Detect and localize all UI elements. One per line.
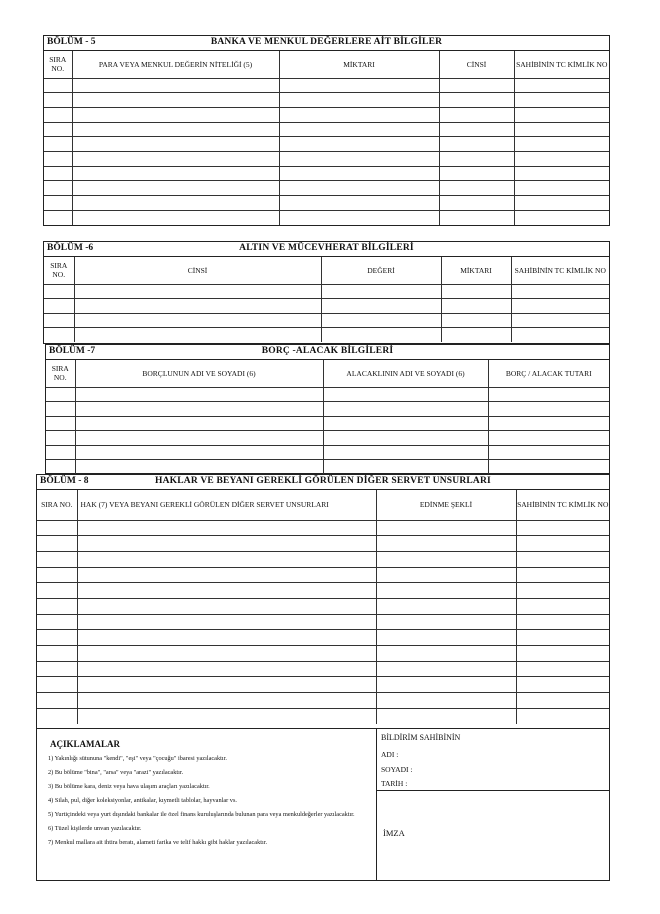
table-cell[interactable] [72, 151, 279, 166]
table-cell[interactable] [376, 693, 516, 709]
table-row [44, 210, 609, 225]
section-title: BANKA VE MENKUL DEĞERLERE AİT BİLGİLER [210, 37, 443, 47]
explanations-panel [37, 728, 377, 880]
section-code: BÖLÜM - 5 [47, 37, 96, 47]
table-cell[interactable] [37, 614, 77, 630]
table-cell[interactable] [77, 708, 376, 724]
col-header: MİKTARI [279, 51, 439, 78]
table-cell[interactable] [44, 151, 72, 166]
table-cell[interactable] [44, 122, 72, 137]
table-row [37, 661, 609, 677]
col-header: SIRA NO. [46, 360, 75, 387]
col-header: BORÇLUNUN ADI VE SOYADI (6) [75, 360, 323, 387]
explanation-item: 5) Yurtiçindeki veya yurt dışındaki bankalar ile özel finans kuruluşlarında bulunan para veya menkuldeğerler yazılacaktır. [48, 811, 355, 818]
section-8 [36, 474, 610, 729]
table-cell[interactable] [516, 583, 609, 599]
table-cell[interactable] [376, 567, 516, 583]
table-cell[interactable] [72, 107, 279, 122]
bank-securities-table [44, 51, 609, 225]
table-cell[interactable] [37, 567, 77, 583]
divider [376, 790, 609, 791]
explanation-item: 1) Yakınlığı sütununa "kendi", "eşi" veya "çocuğu" ibaresi yazılacaktır. [48, 755, 227, 762]
table-row [44, 181, 609, 196]
table-cell[interactable] [46, 431, 75, 446]
col-header: PARA VEYA MENKUL DEĞERİN NİTELİĞİ (5) [72, 51, 279, 78]
table-cell[interactable] [77, 646, 376, 662]
table-cell[interactable] [74, 313, 321, 328]
table-cell[interactable] [516, 520, 609, 536]
table-cell[interactable] [37, 598, 77, 614]
table-cell[interactable] [279, 137, 439, 152]
col-header: HAK (7) VEYA BEYANI GEREKLİ GÖRÜLEN DİĞER SERVET UNSURLARI [77, 490, 376, 520]
table-cell[interactable] [37, 630, 77, 646]
table-row [44, 313, 609, 328]
table-header-row [44, 51, 609, 78]
table-cell[interactable] [323, 445, 488, 460]
table-cell[interactable] [44, 210, 72, 225]
col-header: SAHİBİNİN TC KİMLİK NO [516, 490, 609, 520]
table-cell[interactable] [439, 122, 514, 137]
table-cell[interactable] [516, 567, 609, 583]
table-row [46, 416, 609, 431]
explanation-item: 7) Menkul mallara ait ihtira beratı, alameti farika ve telif hakkı gibi haklar yazılacaktır. [48, 839, 268, 846]
table-cell[interactable] [376, 583, 516, 599]
table-cell[interactable] [441, 313, 511, 328]
table-cell[interactable] [75, 387, 323, 402]
col-header: EDİNME ŞEKLİ [376, 490, 516, 520]
table-cell[interactable] [376, 520, 516, 536]
table-row [44, 284, 609, 299]
table-row [44, 166, 609, 181]
section-6 [43, 241, 610, 344]
table-row [44, 137, 609, 152]
table-cell[interactable] [46, 460, 75, 475]
col-header: ALACAKLININ ADI VE SOYADI (6) [323, 360, 488, 387]
table-row [37, 693, 609, 709]
table-row [46, 460, 609, 475]
rights-assets-table [37, 490, 609, 724]
table-row [44, 151, 609, 166]
table-cell[interactable] [44, 137, 72, 152]
table-cell[interactable] [75, 402, 323, 417]
table-cell[interactable] [439, 93, 514, 108]
table-header-row [44, 257, 609, 284]
table-cell[interactable] [323, 387, 488, 402]
table-row [46, 402, 609, 417]
table-cell[interactable] [279, 122, 439, 137]
table-cell[interactable] [376, 614, 516, 630]
table-cell[interactable] [44, 196, 72, 211]
col-header: SAHİBİNİN TC KİMLİK NO [511, 257, 609, 284]
table-cell[interactable] [72, 166, 279, 181]
table-row [37, 646, 609, 662]
table-cell[interactable] [72, 210, 279, 225]
table-cell[interactable] [75, 431, 323, 446]
table-row [37, 551, 609, 567]
table-cell[interactable] [77, 551, 376, 567]
table-row [44, 93, 609, 108]
table-cell[interactable] [279, 93, 439, 108]
section-header [37, 475, 609, 490]
table-cell[interactable] [514, 210, 609, 225]
table-cell[interactable] [516, 614, 609, 630]
footer-panel [36, 728, 610, 881]
table-cell[interactable] [46, 402, 75, 417]
table-cell[interactable] [46, 416, 75, 431]
explanations-list [48, 755, 376, 847]
table-cell[interactable] [488, 387, 609, 402]
signature-panel [376, 728, 609, 880]
table-cell[interactable] [511, 328, 609, 343]
table-cell[interactable] [376, 708, 516, 724]
table-cell[interactable] [323, 416, 488, 431]
table-cell[interactable] [75, 416, 323, 431]
table-cell[interactable] [441, 328, 511, 343]
table-cell[interactable] [44, 328, 74, 343]
table-cell[interactable] [516, 708, 609, 724]
table-cell[interactable] [77, 536, 376, 552]
table-header-row [37, 490, 609, 520]
table-cell[interactable] [439, 107, 514, 122]
table-cell[interactable] [516, 598, 609, 614]
table-cell[interactable] [488, 416, 609, 431]
table-row [37, 583, 609, 599]
table-cell[interactable] [511, 299, 609, 314]
table-row [37, 536, 609, 552]
table-cell[interactable] [516, 536, 609, 552]
table-cell[interactable] [514, 93, 609, 108]
table-cell[interactable] [37, 646, 77, 662]
surname-field[interactable]: SOYADI : [381, 765, 413, 774]
table-cell[interactable] [279, 107, 439, 122]
section-code: BÖLÜM -6 [47, 243, 94, 253]
col-header: BORÇ / ALACAK TUTARI [488, 360, 609, 387]
table-row [44, 122, 609, 137]
table-cell[interactable] [439, 137, 514, 152]
table-cell[interactable] [37, 677, 77, 693]
table-cell[interactable] [37, 708, 77, 724]
col-header: SAHİBİNİN TC KİMLİK NO [514, 51, 609, 78]
table-row [37, 630, 609, 646]
table-cell[interactable] [72, 181, 279, 196]
table-cell[interactable] [72, 122, 279, 137]
explanation-item: 3) Bu bölüme kara, deniz veya hava ulaşım araçları yazılacaktır. [48, 783, 210, 790]
table-cell[interactable] [279, 166, 439, 181]
table-cell[interactable] [321, 328, 441, 343]
table-cell[interactable] [516, 646, 609, 662]
table-cell[interactable] [376, 646, 516, 662]
table-cell[interactable] [37, 551, 77, 567]
table-cell[interactable] [72, 196, 279, 211]
table-cell[interactable] [441, 284, 511, 299]
table-cell[interactable] [77, 598, 376, 614]
table-cell[interactable] [77, 614, 376, 630]
col-header: DEĞERİ [321, 257, 441, 284]
table-cell[interactable] [514, 151, 609, 166]
table-cell[interactable] [323, 431, 488, 446]
table-cell[interactable] [514, 196, 609, 211]
section-title: BORÇ -ALACAK BİLGİLERİ [261, 346, 394, 356]
table-row [44, 299, 609, 314]
section-header [46, 345, 609, 360]
col-header: SIRA NO. [44, 51, 72, 78]
explanation-item: 6) Tüzel kişilerde unvan yazılacaktır. [48, 825, 142, 832]
table-cell[interactable] [44, 78, 72, 93]
table-cell[interactable] [516, 677, 609, 693]
table-cell[interactable] [488, 445, 609, 460]
table-cell[interactable] [323, 402, 488, 417]
section-title: HAKLAR VE BEYANI GEREKLİ GÖRÜLEN DİĞER SERVET UNSURLARI [155, 476, 491, 486]
explanation-item: 2) Bu bölüme "bina", "arsa" veya "arazi" yazılacaktır. [48, 769, 184, 776]
table-cell[interactable] [279, 181, 439, 196]
table-row [37, 567, 609, 583]
table-cell[interactable] [44, 299, 74, 314]
table-cell[interactable] [514, 181, 609, 196]
table-cell[interactable] [37, 583, 77, 599]
debt-credit-table [46, 360, 609, 474]
name-field[interactable]: ADI : [381, 750, 399, 759]
table-cell[interactable] [439, 196, 514, 211]
table-header-row [46, 360, 609, 387]
date-field[interactable]: TARİH : [381, 779, 408, 788]
table-cell[interactable] [439, 78, 514, 93]
table-row [37, 614, 609, 630]
table-cell[interactable] [376, 536, 516, 552]
table-cell[interactable] [46, 387, 75, 402]
table-cell[interactable] [77, 630, 376, 646]
explanations-title: AÇIKLAMALAR [50, 739, 121, 749]
table-cell[interactable] [514, 78, 609, 93]
table-row [37, 598, 609, 614]
table-cell[interactable] [514, 137, 609, 152]
table-cell[interactable] [439, 181, 514, 196]
table-row [46, 445, 609, 460]
section-5 [43, 35, 610, 226]
table-cell[interactable] [77, 677, 376, 693]
table-cell[interactable] [37, 693, 77, 709]
table-cell[interactable] [37, 536, 77, 552]
table-row [37, 708, 609, 724]
table-cell[interactable] [514, 166, 609, 181]
gold-jewelry-table [44, 257, 609, 342]
table-row [46, 431, 609, 446]
section-code: BÖLÜM - 8 [40, 476, 89, 486]
table-cell[interactable] [44, 166, 72, 181]
table-cell[interactable] [439, 166, 514, 181]
table-cell[interactable] [511, 284, 609, 299]
table-cell[interactable] [44, 284, 74, 299]
table-cell[interactable] [439, 151, 514, 166]
table-cell[interactable] [488, 402, 609, 417]
table-row [44, 196, 609, 211]
table-cell[interactable] [516, 661, 609, 677]
col-header: SIRA NO. [37, 490, 77, 520]
table-cell[interactable] [72, 78, 279, 93]
table-row [46, 387, 609, 402]
table-cell[interactable] [44, 181, 72, 196]
section-header [44, 36, 609, 51]
table-cell[interactable] [44, 107, 72, 122]
table-cell[interactable] [279, 151, 439, 166]
table-cell[interactable] [321, 284, 441, 299]
table-row [37, 520, 609, 536]
table-cell[interactable] [72, 137, 279, 152]
section-header [44, 242, 609, 257]
table-cell[interactable] [75, 460, 323, 475]
table-cell[interactable] [37, 520, 77, 536]
table-cell[interactable] [37, 661, 77, 677]
table-cell[interactable] [44, 313, 74, 328]
table-cell[interactable] [323, 460, 488, 475]
table-cell[interactable] [441, 299, 511, 314]
table-cell[interactable] [516, 551, 609, 567]
table-cell[interactable] [77, 583, 376, 599]
col-header: CİNSİ [439, 51, 514, 78]
table-cell[interactable] [511, 313, 609, 328]
table-cell[interactable] [488, 431, 609, 446]
section-7 [45, 344, 610, 474]
table-cell[interactable] [77, 661, 376, 677]
table-cell[interactable] [44, 93, 72, 108]
table-row [44, 107, 609, 122]
table-cell[interactable] [376, 661, 516, 677]
declarant-title: BİLDİRİM SAHİBİNİN [381, 733, 461, 742]
table-cell[interactable] [77, 520, 376, 536]
table-cell[interactable] [279, 196, 439, 211]
table-cell[interactable] [74, 299, 321, 314]
table-cell[interactable] [514, 107, 609, 122]
table-row [44, 328, 609, 343]
table-row [44, 78, 609, 93]
col-header: MİKTARI [441, 257, 511, 284]
table-cell[interactable] [488, 460, 609, 475]
table-cell[interactable] [376, 677, 516, 693]
table-row [37, 677, 609, 693]
table-cell[interactable] [376, 551, 516, 567]
table-cell[interactable] [516, 630, 609, 646]
table-cell[interactable] [514, 122, 609, 137]
section-title: ALTIN VE MÜCEVHERAT BİLGİLERİ [239, 243, 414, 253]
table-cell[interactable] [516, 693, 609, 709]
table-cell[interactable] [75, 445, 323, 460]
table-cell[interactable] [74, 284, 321, 299]
table-cell[interactable] [74, 328, 321, 343]
table-cell[interactable] [376, 598, 516, 614]
table-cell[interactable] [77, 693, 376, 709]
table-cell[interactable] [279, 78, 439, 93]
table-cell[interactable] [279, 210, 439, 225]
table-cell[interactable] [321, 313, 441, 328]
table-cell[interactable] [376, 630, 516, 646]
explanation-item: 4) Silah, pul, diğer koleksiyonlar, antikalar, kıymetli tablolar, hayvanlar vs. [48, 797, 237, 804]
table-cell[interactable] [46, 445, 75, 460]
table-cell[interactable] [77, 567, 376, 583]
table-cell[interactable] [439, 210, 514, 225]
col-header: SIRA NO. [44, 257, 74, 284]
section-code: BÖLÜM -7 [49, 346, 96, 356]
table-cell[interactable] [72, 93, 279, 108]
signature-label: İMZA [383, 828, 405, 838]
col-header: CİNSİ [74, 257, 321, 284]
table-cell[interactable] [321, 299, 441, 314]
